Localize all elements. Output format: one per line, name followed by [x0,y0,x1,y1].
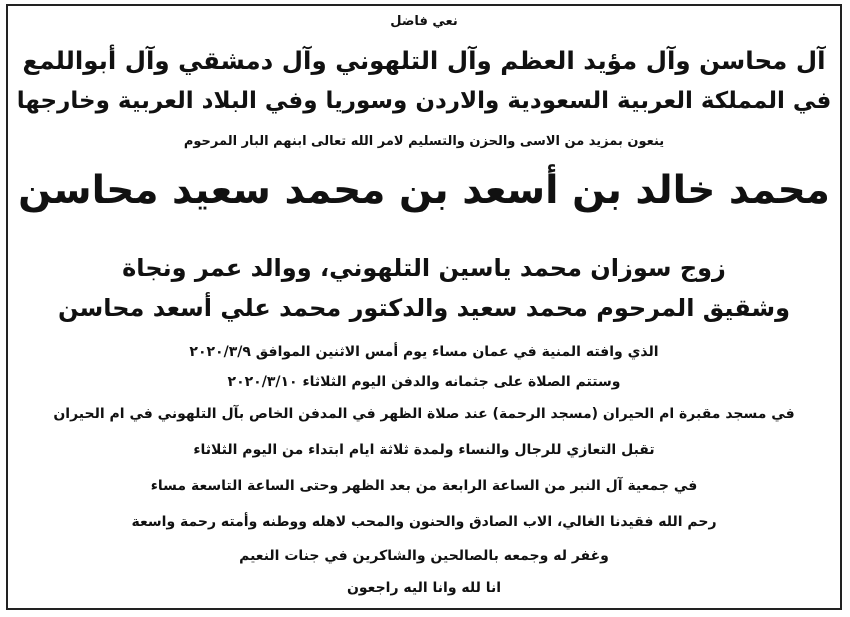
opening-label: نعي فاضل [390,14,458,29]
condolence-venue-line: في جمعية آل النبر من الساعة الرابعة من بعد الظهر وحتى الساعة التاسعة مساء [150,478,698,494]
prayer-text-line-1: رحم الله فقيدنا الغالي، الاب الصادق والحنون والمحب لاهله ووطنه وأمته رحمة واسعة [131,514,717,530]
families-line-2: في المملكة العربية السعودية والاردن وسوريا وفي البلاد العربية وخارجها [16,88,832,114]
mourning-statement: ينعون بمزيد من الاسى والحزن والتسليم لامر الله تعالى ابنهم البار المرحوم [183,134,665,149]
death-date-line: الذي وافته المنية في عمان مساء يوم أمس الاثنين الموافق ٢٠٢٠/٣/٩ [189,344,659,360]
relation-line-2: وشقيق المرحوم محمد سعيد والدكتور محمد علي أسعد محاسن [58,294,790,322]
funeral-prayer-line: وستتم الصلاة على جثمانه والدفن اليوم الثلاثاء ٢٠٢٠/٣/١٠ [227,374,621,390]
prayer-text-line-2: وغفر له وجمعه بالصالحين والشاكرين في جنات النعيم [239,548,609,564]
families-line-1: آل محاسن وآل مؤيد العظم وآل التلهوني وآل دمشقي وآل أبواللمع [22,46,826,75]
relation-line-1: زوج سوزان محمد ياسين التلهوني، ووالد عمر ونجاة [122,254,726,282]
burial-location-line: في مسجد مقبرة ام الحيران (مسجد الرحمة) عند صلاة الظهر في المدفن الخاص بآل التلهوني في ام الحيران [53,406,795,422]
obituary-notice [6,4,842,610]
deceased-name: محمد خالد بن أسعد بن محمد سعيد محاسن [18,168,830,213]
closing-verse: انا لله وانا اليه راجعون [346,580,502,596]
condolence-line: تقبل التعازي للرجال والنساء ولمدة ثلاثة ايام ابتداء من اليوم الثلاثاء [193,442,655,458]
